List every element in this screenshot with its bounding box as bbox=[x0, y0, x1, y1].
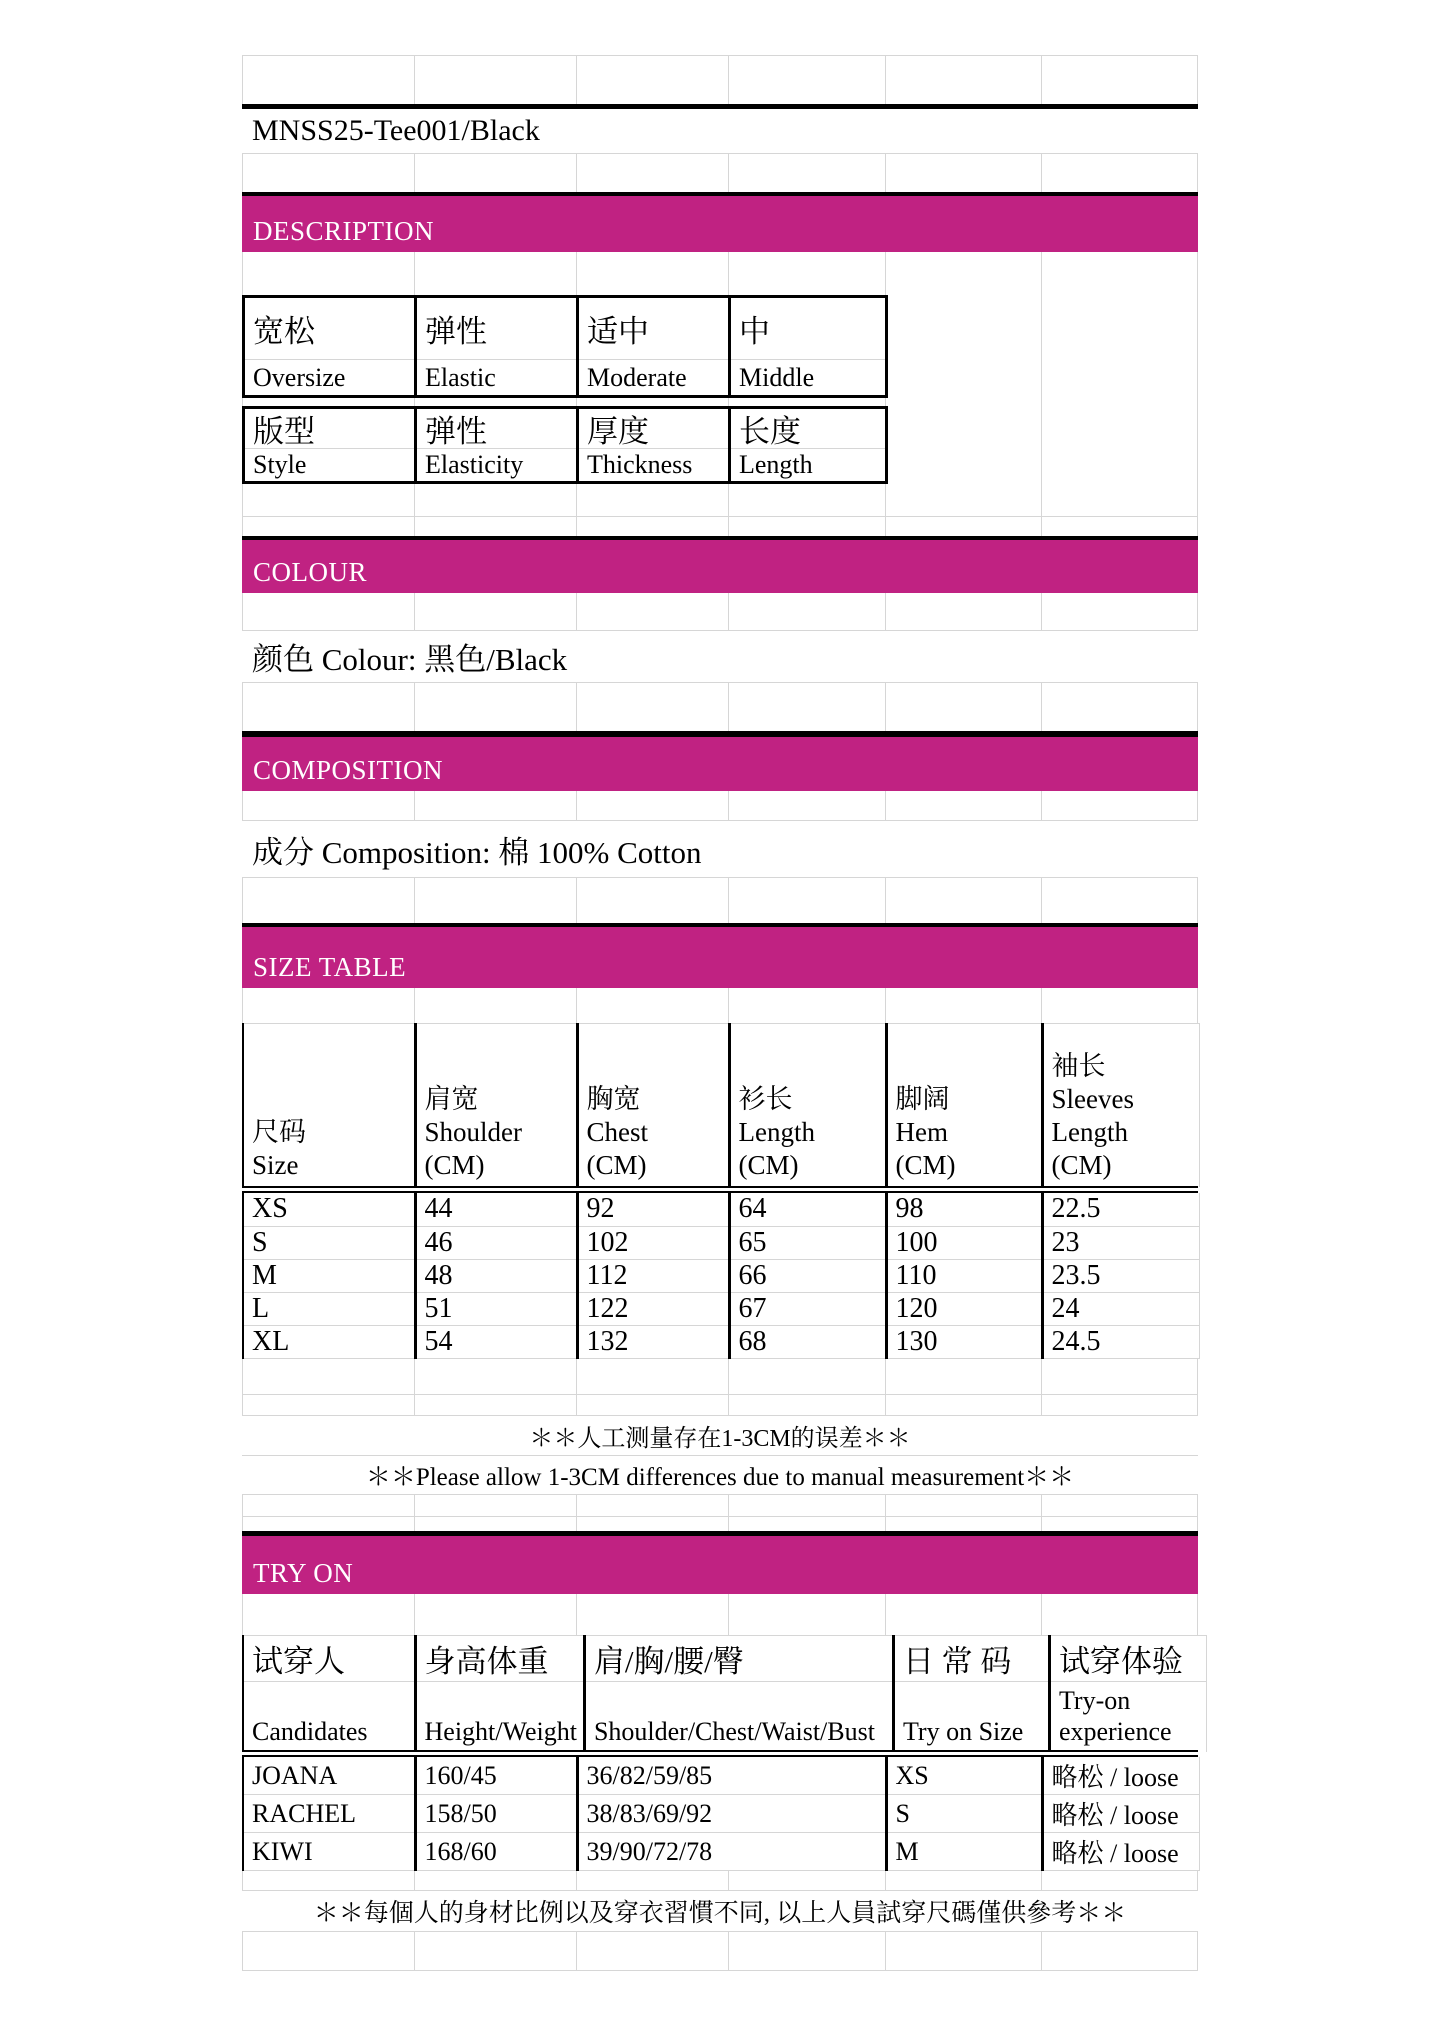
description-en: Moderate bbox=[587, 362, 687, 392]
table-row bbox=[243, 1833, 1199, 1871]
size-cell: 112 bbox=[577, 1259, 729, 1292]
size-cell: 130 bbox=[886, 1325, 1042, 1358]
size-table-header bbox=[242, 1023, 1200, 1187]
description-en: Middle bbox=[739, 362, 815, 392]
size-col-zh: 胸宽 bbox=[586, 1083, 641, 1114]
size-col-unit: (CM) bbox=[895, 1149, 956, 1180]
try-on-cell: 略松 / loose bbox=[1042, 1795, 1199, 1833]
try-on-cell: S bbox=[886, 1795, 1042, 1833]
size-cell: 98 bbox=[886, 1193, 1042, 1226]
try-on-col-zh: 肩/胸/腰/臀 bbox=[584, 1636, 893, 1682]
size-cell: S bbox=[243, 1226, 415, 1259]
try-on-col-en: Try-on experience bbox=[1049, 1682, 1206, 1752]
size-col-unit: (CM) bbox=[424, 1149, 485, 1180]
try-on-cell: JOANA bbox=[243, 1757, 415, 1795]
size-col-header bbox=[1042, 1024, 1199, 1187]
gridline-horizontal bbox=[242, 516, 1198, 517]
size-cell: 122 bbox=[577, 1292, 729, 1325]
size-col-unit: (CM) bbox=[738, 1149, 799, 1180]
try-on-col-zh: 日 常 码 bbox=[893, 1636, 1049, 1682]
description-en: Elasticity bbox=[425, 450, 524, 479]
size-cell: 54 bbox=[415, 1325, 577, 1358]
size-cell: 48 bbox=[415, 1259, 577, 1292]
gridline-horizontal bbox=[242, 1516, 1198, 1517]
measurement-note-en: ＊＊Please allow 1-3CM differences due to manual measurement＊＊ bbox=[242, 1455, 1198, 1495]
size-col-en: Size bbox=[252, 1149, 299, 1180]
size-col-header bbox=[886, 1024, 1042, 1187]
size-cell: 120 bbox=[886, 1292, 1042, 1325]
description-cell bbox=[730, 297, 887, 397]
try-on-cell: 略松 / loose bbox=[1042, 1757, 1199, 1795]
try-on-note: ＊＊每個人的身材比例以及穿衣習慣不同, 以上人員試穿尺碼僅供參考＊＊ bbox=[242, 1890, 1198, 1932]
size-cell: 23 bbox=[1042, 1226, 1199, 1259]
size-col-header bbox=[729, 1024, 886, 1187]
try-on-cell: M bbox=[886, 1833, 1042, 1871]
size-cell: 24 bbox=[1042, 1292, 1199, 1325]
try-on-col-en: Try on Size bbox=[893, 1682, 1049, 1752]
description-zh: 适中 bbox=[579, 298, 728, 360]
try-on-col-en: Shoulder/Chest/Waist/Bust bbox=[584, 1682, 893, 1752]
size-cell: L bbox=[243, 1292, 415, 1325]
composition-value: 成分 Composition: 棉 100% Cotton bbox=[242, 820, 1198, 878]
try-on-col-zh: 身高体重 bbox=[415, 1636, 584, 1682]
gridline-horizontal bbox=[242, 1970, 1198, 1971]
try-on-cell: 168/60 bbox=[415, 1833, 577, 1871]
section-header-try-on: TRY ON bbox=[242, 1536, 1198, 1594]
size-cell: 92 bbox=[577, 1193, 729, 1226]
size-cell: 65 bbox=[729, 1226, 886, 1259]
description-cell bbox=[244, 408, 416, 483]
try-on-cell: XS bbox=[886, 1757, 1042, 1795]
size-cell: 102 bbox=[577, 1226, 729, 1259]
description-zh: 长度 bbox=[731, 409, 885, 449]
try-on-col-zh: 试穿人 bbox=[243, 1636, 415, 1682]
try-on-cell: 36/82/59/85 bbox=[577, 1757, 886, 1795]
gridline-horizontal bbox=[242, 55, 1198, 56]
size-cell: 23.5 bbox=[1042, 1259, 1199, 1292]
size-cell: 132 bbox=[577, 1325, 729, 1358]
description-en: Thickness bbox=[587, 450, 693, 479]
size-col-zh: 袖长 bbox=[1051, 1050, 1106, 1081]
table-row bbox=[243, 1795, 1199, 1833]
size-col-header bbox=[415, 1024, 577, 1187]
try-on-cell: 39/90/72/78 bbox=[577, 1833, 886, 1871]
try-on-col-en: Height/Weight bbox=[415, 1682, 584, 1752]
size-cell: 100 bbox=[886, 1226, 1042, 1259]
description-en: Elastic bbox=[425, 362, 496, 392]
size-cell: XS bbox=[243, 1193, 415, 1226]
section-header-colour: COLOUR bbox=[242, 540, 1198, 593]
size-cell: XL bbox=[243, 1325, 415, 1358]
table-row bbox=[243, 1325, 1199, 1358]
table-row bbox=[243, 1292, 1199, 1325]
size-col-en: Length bbox=[738, 1116, 815, 1147]
try-on-cell: 略松 / loose bbox=[1042, 1833, 1199, 1871]
description-zh: 宽松 bbox=[245, 298, 414, 360]
size-col-en: Hem bbox=[895, 1116, 948, 1147]
try-on-table-header bbox=[242, 1635, 1207, 1752]
size-cell: 66 bbox=[729, 1259, 886, 1292]
size-cell: 67 bbox=[729, 1292, 886, 1325]
size-col-zh: 尺码 bbox=[252, 1116, 306, 1147]
description-en: Oversize bbox=[253, 362, 346, 392]
gridline-horizontal bbox=[242, 1394, 1198, 1395]
section-header-size-table: SIZE TABLE bbox=[242, 927, 1198, 988]
description-cell bbox=[244, 297, 416, 397]
size-cell: 46 bbox=[415, 1226, 577, 1259]
size-col-header bbox=[577, 1024, 729, 1187]
try-on-cell: KIWI bbox=[243, 1833, 415, 1871]
description-zh: 弹性 bbox=[417, 409, 576, 449]
size-table-body bbox=[242, 1193, 1200, 1359]
description-zh: 中 bbox=[731, 298, 885, 360]
description-cell bbox=[416, 297, 578, 397]
description-zh: 弹性 bbox=[417, 298, 576, 360]
size-col-zh: 肩宽 bbox=[424, 1083, 479, 1114]
description-en: Length bbox=[739, 450, 813, 479]
product-title: MNSS25-Tee001/Black bbox=[242, 109, 1198, 154]
size-cell: 64 bbox=[729, 1193, 886, 1226]
try-on-cell: 158/50 bbox=[415, 1795, 577, 1833]
description-cell bbox=[730, 408, 887, 483]
double-rule bbox=[242, 1750, 1198, 1757]
description-en: Style bbox=[253, 450, 307, 479]
size-cell: 24.5 bbox=[1042, 1325, 1199, 1358]
try-on-col-zh: 试穿体验 bbox=[1049, 1636, 1206, 1682]
description-table-row2 bbox=[242, 406, 888, 484]
description-cell bbox=[578, 297, 730, 397]
section-header-description: DESCRIPTION bbox=[242, 196, 1198, 252]
size-cell: 68 bbox=[729, 1325, 886, 1358]
description-cell bbox=[416, 408, 578, 483]
colour-value: 颜色 Colour: 黑色/Black bbox=[242, 630, 1198, 683]
size-col-zh: 衫长 bbox=[738, 1083, 793, 1114]
size-cell: 110 bbox=[886, 1259, 1042, 1292]
size-cell: 51 bbox=[415, 1292, 577, 1325]
size-col-unit: (CM) bbox=[1051, 1149, 1112, 1180]
description-table-row1 bbox=[242, 295, 888, 398]
description-zh: 厚度 bbox=[579, 409, 728, 449]
try-on-table-body bbox=[242, 1757, 1200, 1871]
size-col-en: Sleeves Length bbox=[1051, 1083, 1134, 1147]
table-row bbox=[243, 1757, 1199, 1795]
size-col-header bbox=[243, 1024, 415, 1187]
try-on-cell: 160/45 bbox=[415, 1757, 577, 1795]
table-row bbox=[243, 1259, 1199, 1292]
section-header-composition: COMPOSITION bbox=[242, 737, 1198, 791]
size-col-zh: 脚阔 bbox=[895, 1083, 950, 1114]
table-row bbox=[243, 1193, 1199, 1226]
size-cell: 22.5 bbox=[1042, 1193, 1199, 1226]
try-on-cell: RACHEL bbox=[243, 1795, 415, 1833]
size-col-en: Chest bbox=[586, 1116, 649, 1147]
size-col-en: Shoulder bbox=[424, 1116, 522, 1147]
double-rule bbox=[242, 1186, 1198, 1193]
size-col-unit: (CM) bbox=[586, 1149, 647, 1180]
size-cell: 44 bbox=[415, 1193, 577, 1226]
size-cell: M bbox=[243, 1259, 415, 1292]
description-cell bbox=[578, 408, 730, 483]
description-zh: 版型 bbox=[245, 409, 414, 449]
table-row bbox=[243, 1226, 1199, 1259]
measurement-note-zh: ＊＊人工测量存在1-3CM的误差＊＊ bbox=[242, 1415, 1198, 1455]
try-on-cell: 38/83/69/92 bbox=[577, 1795, 886, 1833]
try-on-col-en: Candidates bbox=[243, 1682, 415, 1752]
